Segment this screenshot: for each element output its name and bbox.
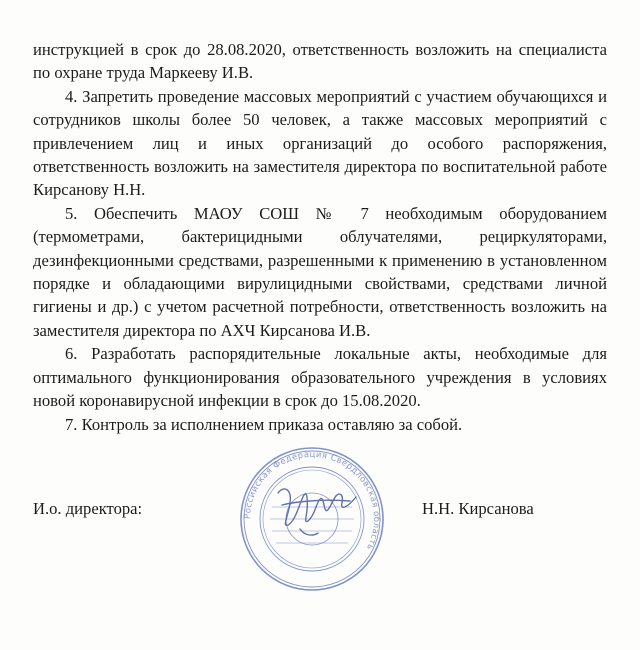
paragraph-item-7: 7. Контроль за исполнением приказа оставляю за собой. bbox=[65, 414, 463, 434]
paragraph-item-6: 6. Разработать распорядительные локальные акты, необходимые для оптимального функционирования образовательного учреждения в условиях новой коронавирусной инфекции в срок до 15.08.2020. bbox=[33, 344, 607, 411]
order-text bbox=[33, 38, 607, 436]
paragraph-item-4: 4. Запретить проведение массовых мероприятий с участием обучающихся и сотрудников школы более 50 человек, а также массовых мероприятий с привлечением лиц и иных организаций до особого распоряжения, ответственность возложить на заместителя директора по воспитательной работе Кирсанову Н.Н. bbox=[33, 86, 607, 200]
signatory-role: И.о. директора: bbox=[33, 499, 143, 518]
paragraph-item-5: 5. Обеспечить МАОУ СОШ № 7 необходимым оборудованием (термометрами, бактерицидными облучателями, рециркуляторами, дезинфекционными средствами, разрешенными к применению в установленном порядке и обладающими вирулицидными свойствами, средствами личной гигиены и др.) с учетом расчетной потребности, ответственность возложить на заместителя директора по АХЧ Кирсанова И.В. bbox=[33, 203, 607, 340]
paragraph-continued: инструкцией в срок до 28.08.2020, ответственность возложить на специалиста по охране труда Маркееву И.В. bbox=[33, 40, 607, 83]
signatory-name: Н.Н. Кирсанова bbox=[422, 499, 534, 518]
signature-row bbox=[0, 497, 640, 523]
stamp-ring-text: Российская Федерация Свердловская область bbox=[242, 449, 382, 552]
